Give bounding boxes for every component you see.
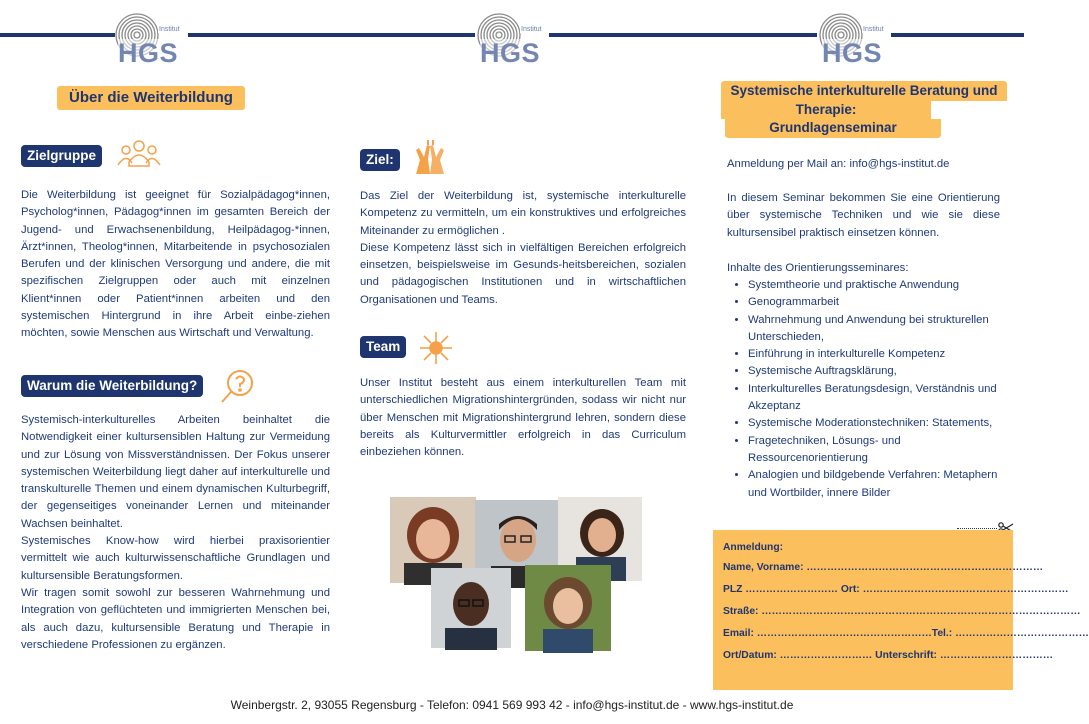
team-hands-icon bbox=[418, 330, 454, 366]
list-item: • Analogien und bildgebende Verfahren: Metaphern und Wortbilder, innere Bilder bbox=[748, 467, 1002, 502]
heading-ziel: Ziel: bbox=[360, 149, 400, 171]
top-line-right bbox=[891, 33, 1024, 37]
plz-ort-field[interactable]: PLZ ……………………… Ort: …………………………………………………… bbox=[723, 584, 1069, 595]
ziel-text bbox=[360, 188, 686, 309]
seminar-title bbox=[721, 81, 1007, 139]
email-tel-field[interactable]: Email: ……………………………………………Tel.: ………………………………… bbox=[723, 628, 1089, 639]
top-line-left bbox=[0, 33, 115, 37]
zielgruppe-text: Die Weiterbildung ist geeignet für Sozialpädagog*innen, Psycholog*innen, Pädagog*innen im gesamten Bereich der Jugend- und Erwachsenenbildung, Heilpädagog-*innen, Ärzt*innen, Theolog*innen, Mitarbeitende in psychosozialen Berufen und der klinischen Versorgung und andere, die mit spezifischen Zielgruppen oder auch mit einzelnen Klient*innen oder Patient*innen arbeiten und den systemischen Hintergrund in ihre Arbeit einbe-ziehen möchten, sowie Menschen aus Wirtschaft und Verwaltung. bbox=[21, 189, 330, 340]
team-photo-5 bbox=[525, 565, 611, 651]
group-people-icon bbox=[117, 138, 161, 170]
warum-paragraph-1: Systemisch-interkulturelles Arbeiten beinhaltet die Notwendigkeit einer kultursensiblen Haltung zur Vermeidung und zur Lösung von Missverständnissen. Der Fokus unserer systemischen Weiterbildung liegt daher auf interkulturelle und transkulturelle Themen und einem dynamischen Kulturbegriff, der gegenseitiges voneinander Lernen und miteinander Wachsen beinhaltet. bbox=[21, 414, 330, 530]
list-item: • Systemische Auftragsklärung, bbox=[748, 363, 1002, 380]
form-title: Anmeldung: bbox=[723, 542, 784, 553]
logo-brand-text: HGS bbox=[480, 38, 541, 68]
hgs-logo bbox=[818, 12, 890, 68]
ziel-paragraph-1: Das Ziel der Weiterbildung ist, systemische interkulturelle Kompetenz zu vermitteln, um ein konstruktives und erfolgreiches Miteinander zu ermöglichen . bbox=[360, 190, 686, 237]
top-line-mid-right bbox=[549, 33, 817, 37]
logo-institut-label: Institut bbox=[521, 26, 542, 33]
list-item: • Fragetechniken, Lösungs- und Ressourcenorientierung bbox=[748, 433, 1002, 468]
logo-brand-text: HGS bbox=[118, 38, 179, 68]
list-item: • Systemtheorie und praktische Anwendung bbox=[748, 277, 1002, 294]
heading-zielgruppe: Zielgruppe bbox=[21, 145, 102, 167]
warum-text bbox=[21, 412, 330, 654]
footer-contact: Weinbergstr. 2, 93055 Regensburg - Telefon: 0941 569 993 42 - info@hgs-institut.de - www.hgs-institut.de bbox=[230, 698, 794, 712]
list-item: • Wahrnehmung und Anwendung bei strukturellen Unterschieden, bbox=[748, 312, 1002, 347]
top-line-mid-left bbox=[188, 33, 475, 37]
logo-brand-text: HGS bbox=[822, 38, 883, 68]
cut-line bbox=[957, 528, 997, 529]
warum-paragraph-2: Systemisches Know-how wird hierbei praxisorientier vermittelt wie auch kulturwissenschaftliche Grundlagen und kultursensible Beratungsformen. bbox=[21, 535, 330, 582]
name-field[interactable]: Name, Vorname: …………………………………………………………… bbox=[723, 562, 1044, 573]
seminar-title-line-3: Grundlagenseminar bbox=[725, 119, 941, 138]
heading-warum: Warum die Weiterbildung? bbox=[21, 375, 203, 397]
strasse-field[interactable]: Straße: ………………………………………………………………………………… bbox=[723, 606, 1081, 617]
team-text: Unser Institut besteht aus einem interkulturellen Team mit unterschiedlichen Migrationshintergründen, sodass wir nicht nur über Menschen mit Migrationshintergrund lehren, sondern diese bereits als Kulturvermittler erfolgreich in das Curriculum einbeziehen können. bbox=[360, 377, 686, 459]
anmeldung-form bbox=[713, 530, 1089, 690]
ort-datum-unterschrift-field[interactable]: Ort/Datum: ……………………… Unterschrift: …………………………… bbox=[723, 650, 1054, 661]
heading-team: Team bbox=[360, 336, 406, 358]
inhalte-title: Inhalte des Orientierungsseminares: bbox=[727, 262, 909, 274]
team-photo-4 bbox=[431, 568, 511, 648]
seminar-intro: In diesem Seminar bekommen Sie eine Orientierung über systemische Techniken und wie sie diese kultursensibel praktisch einsetzen können. bbox=[727, 192, 1000, 239]
logo-institut-label: Institut bbox=[159, 26, 180, 33]
warum-paragraph-3: Wir tragen somit sowohl zur besseren Wahrnehmung und Integration von geflüchteten und immigrierten Menschen bei, als auch dazu, kultursensible Beratung und Therapie in verschiedene Professionen zu ergänzen. bbox=[21, 586, 330, 651]
hgs-logo bbox=[476, 12, 548, 68]
list-item: • Genogrammarbeit bbox=[748, 294, 1002, 311]
list-item: • Einführung in interkulturelle Kompetenz bbox=[748, 346, 1002, 363]
list-item: • Systemische Moderationstechniken: Statements, bbox=[748, 415, 1002, 432]
seminar-title-line-1: Systemische interkulturelle Beratung und bbox=[721, 81, 1007, 101]
section-header-weiterbildung: Über die Weiterbildung bbox=[57, 86, 245, 110]
high-five-icon bbox=[410, 140, 450, 176]
hgs-logo bbox=[114, 12, 186, 68]
anmeldung-mail: Anmeldung per Mail an: info@hgs-institut.de bbox=[727, 158, 950, 170]
inhalte-list bbox=[727, 277, 1002, 502]
list-item: • Interkulturelles Beratungsdesign, Verständnis und Akzeptanz bbox=[748, 381, 1002, 416]
seminar-title-line-2: Therapie: bbox=[721, 101, 931, 119]
logo-institut-label: Institut bbox=[863, 26, 884, 33]
magnifier-question-icon bbox=[220, 368, 258, 406]
ziel-paragraph-2: Diese Kompetenz lässt sich in vielfältigen Bereichen erfolgreich einsetzen, beispielsweise im Gesunds-heitsbereichen, sozialen und pädagogischen Institutionen und in wirtschaftlichen Organisationen und Teams. bbox=[360, 241, 686, 306]
